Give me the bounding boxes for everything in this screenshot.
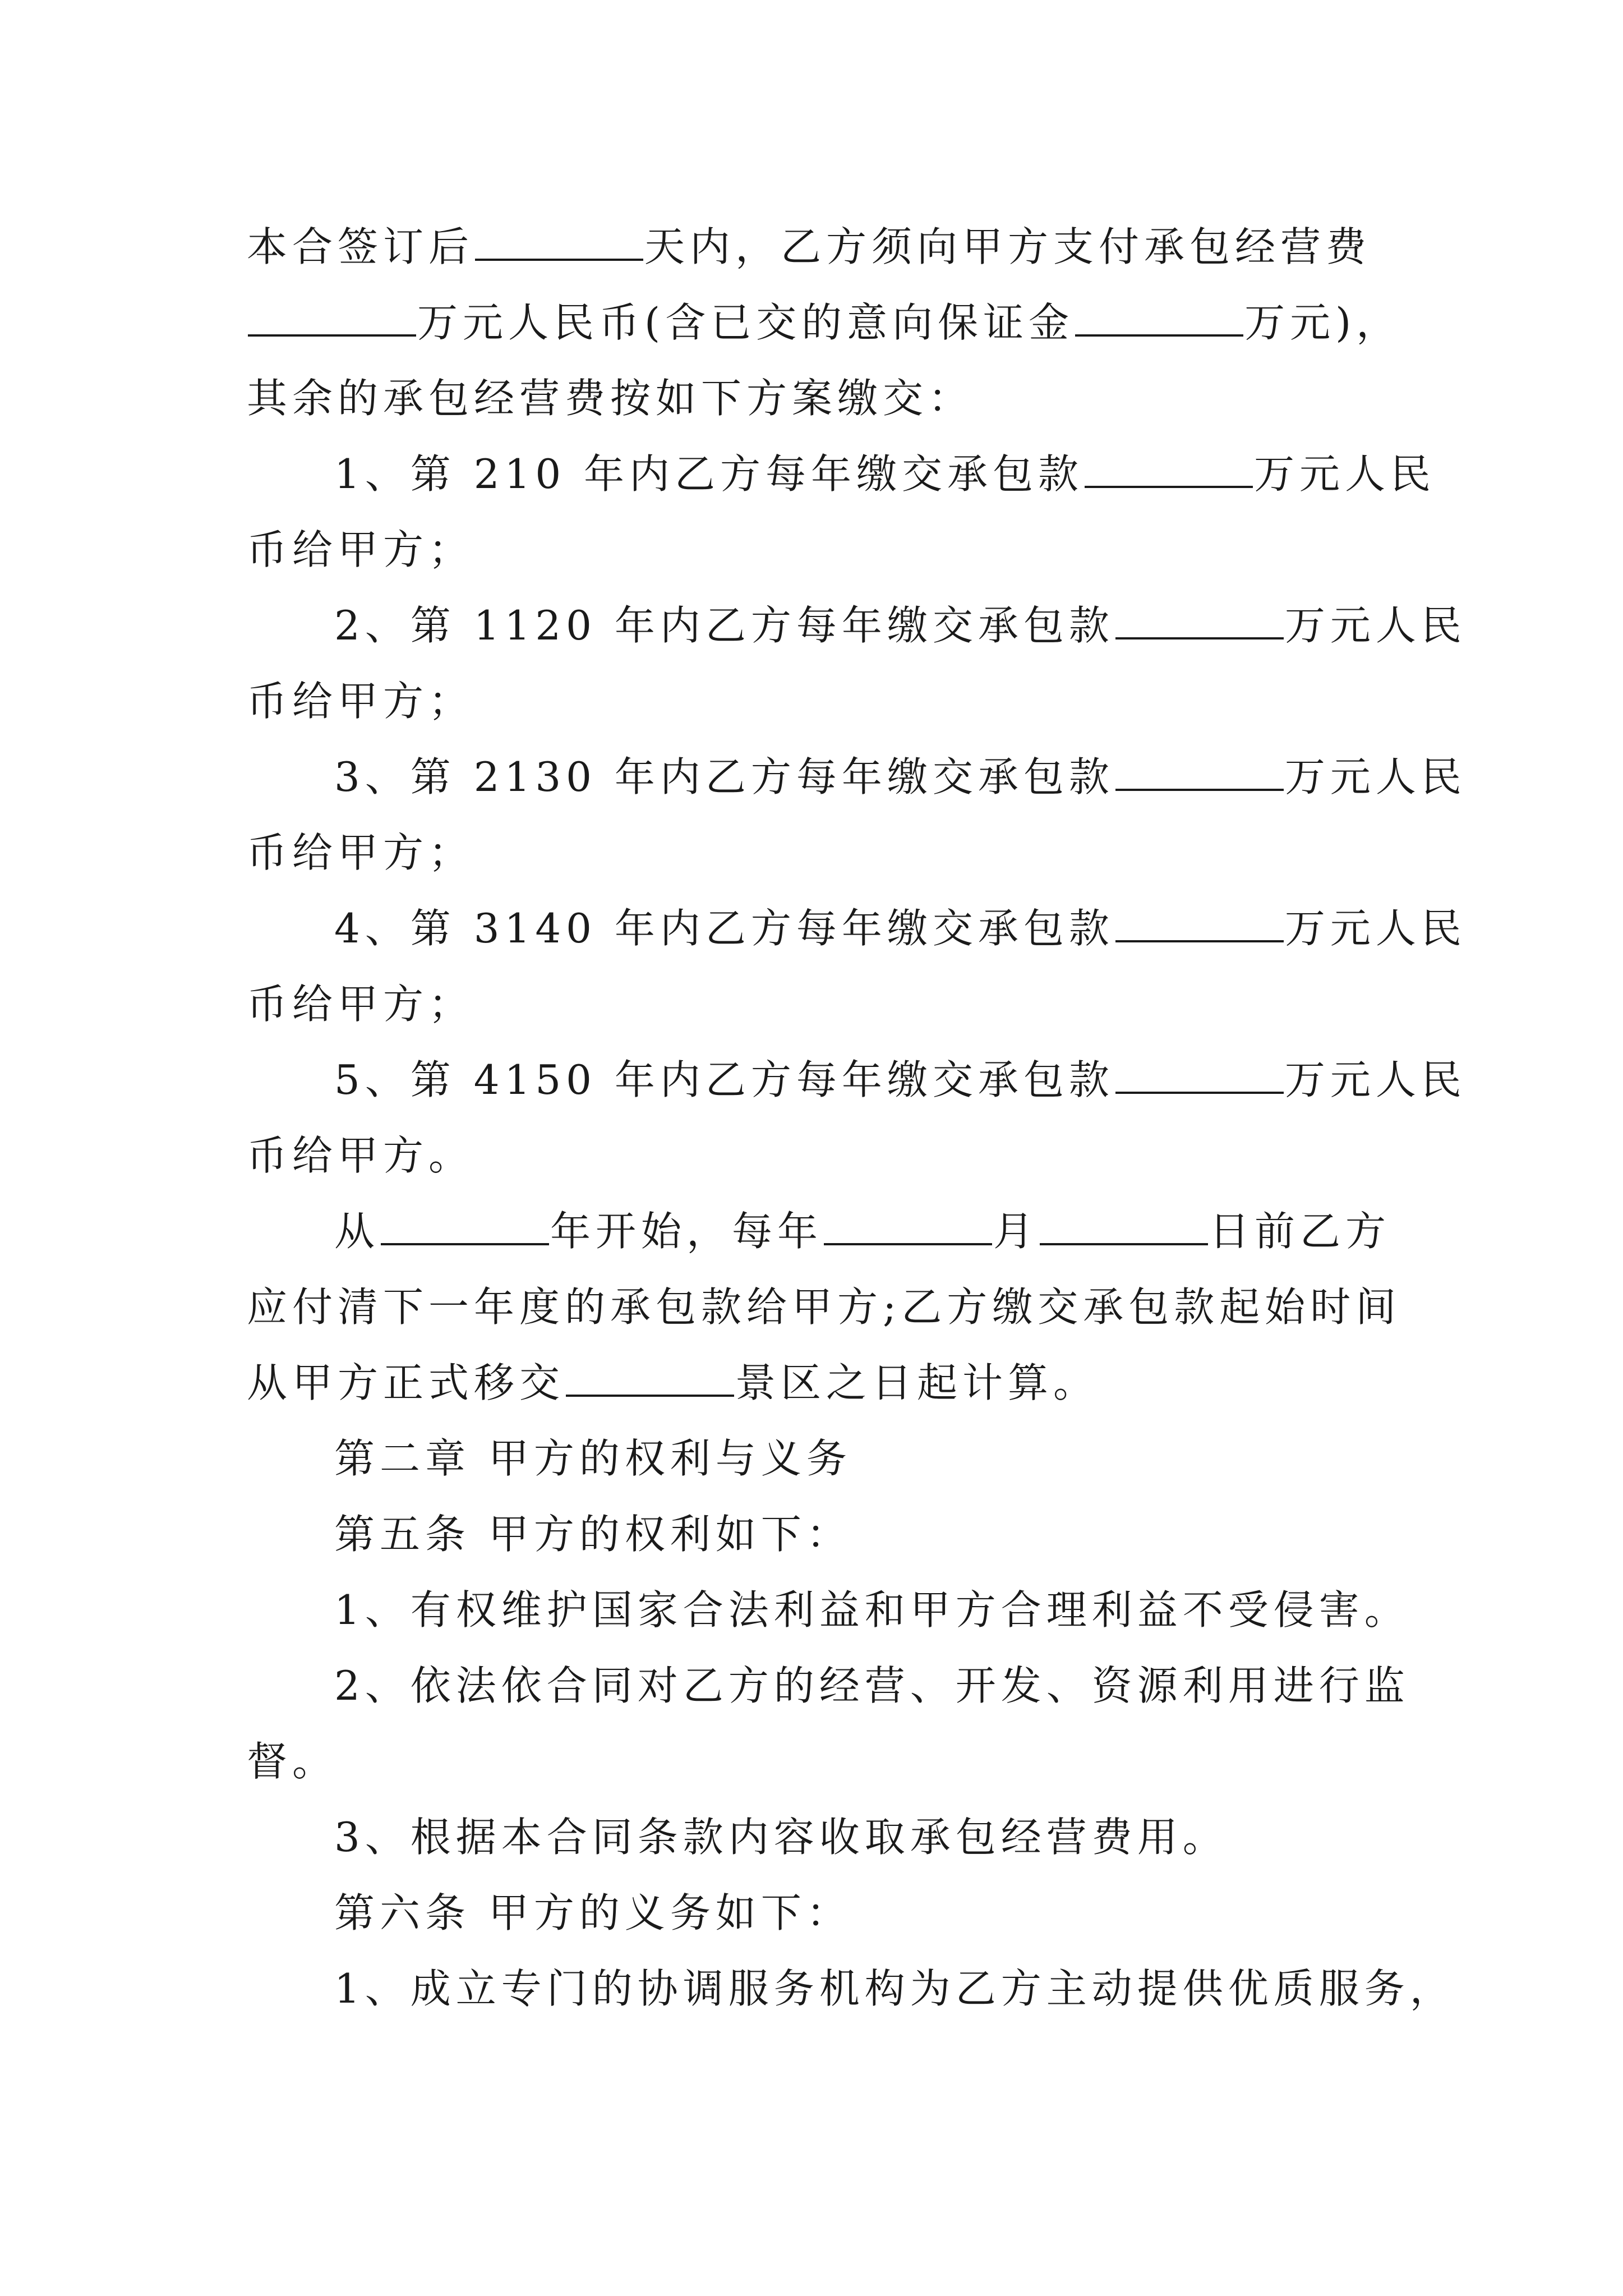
text-segment: 1、第 210 年内乙方每年缴交承包款 — [334, 450, 1084, 498]
text-segment: 第六条 甲方的义务如下： — [334, 1889, 852, 1936]
text-segment: 币给甲方； — [247, 981, 474, 1028]
text-segment: 本合签订后 — [247, 223, 474, 270]
fill-blank — [1115, 1087, 1284, 1094]
text-line — [334, 597, 1467, 654]
text-line — [247, 976, 474, 1032]
text-line — [334, 1582, 1410, 1638]
text-line — [247, 1279, 1401, 1335]
fill-blank — [1115, 633, 1284, 639]
text-segment: 应付清下一年度的承包款给甲方;乙方缴交承包款起始时间 — [247, 1283, 1401, 1331]
text-segment: 万元人民 — [1284, 905, 1467, 952]
text-segment: 3、第 2130 年内乙方每年缴交承包款 — [334, 753, 1114, 800]
text-line — [334, 1658, 1410, 1714]
text-line — [247, 295, 1401, 351]
text-segment: 万元人民币(含已交的意向保证金 — [417, 299, 1075, 346]
fill-blank — [824, 1239, 992, 1245]
text-segment: 万元人民 — [1284, 753, 1467, 800]
text-segment: 景区之日起计算。 — [735, 1359, 1099, 1406]
text-segment: 万元人民 — [1284, 1056, 1467, 1103]
article-heading — [334, 1506, 852, 1562]
fill-blank — [1085, 481, 1253, 488]
text-segment: 币给甲方； — [247, 526, 474, 573]
text-line — [247, 219, 1371, 275]
text-segment: 从 — [334, 1208, 380, 1255]
text-line — [334, 749, 1467, 805]
fill-blank — [1075, 330, 1243, 337]
text-segment: 天内，乙方须向甲方支付承包经营费 — [644, 223, 1372, 270]
text-segment: 2、第 1120 年内乙方每年缴交承包款 — [334, 602, 1114, 649]
text-segment: 1、成立专门的协调服务机构为乙方主动提供优质服务， — [334, 1965, 1455, 2012]
text-segment: 1、有权维护国家合法利益和甲方合理利益不受侵害。 — [334, 1586, 1410, 1634]
text-segment: 月 — [993, 1208, 1039, 1255]
text-segment: 万元人民 — [1254, 450, 1436, 498]
text-segment: 万元)， — [1244, 299, 1402, 346]
fill-blank — [566, 1390, 734, 1397]
text-line — [247, 825, 474, 881]
text-line — [334, 1203, 1391, 1259]
fill-blank — [1115, 784, 1284, 791]
text-line — [247, 1355, 1099, 1411]
fill-blank — [1115, 936, 1284, 942]
fill-blank — [248, 330, 416, 337]
text-line — [247, 673, 474, 729]
text-line — [247, 370, 974, 426]
text-segment: 其余的承包经营费按如下方案缴交： — [247, 375, 974, 422]
text-segment: 5、第 4150 年内乙方每年缴交承包款 — [334, 1056, 1114, 1103]
text-line — [247, 522, 474, 578]
text-segment: 督。 — [247, 1738, 338, 1785]
article-heading — [334, 1885, 852, 1941]
text-segment: 4、第 3140 年内乙方每年缴交承包款 — [334, 905, 1114, 952]
text-line — [334, 1961, 1455, 2017]
text-segment: 年开始，每年 — [550, 1208, 823, 1255]
text-segment: 万元人民 — [1284, 602, 1467, 649]
fill-blank — [1040, 1239, 1208, 1245]
chapter-heading — [334, 1430, 852, 1487]
text-segment: 3、根据本合同条款内容收取承包经营费用。 — [334, 1814, 1228, 1861]
text-segment: 币给甲方。 — [247, 1132, 474, 1179]
text-segment: 日前乙方 — [1209, 1208, 1391, 1255]
text-line — [334, 900, 1467, 956]
text-segment: 币给甲方； — [247, 678, 474, 725]
text-line — [334, 1052, 1467, 1108]
fill-blank — [475, 254, 643, 261]
text-segment: 第五条 甲方的权利如下： — [334, 1511, 852, 1558]
fill-blank — [381, 1239, 549, 1245]
text-segment: 币给甲方； — [247, 829, 474, 876]
text-line — [334, 446, 1436, 502]
text-line — [334, 1809, 1228, 1865]
text-line — [247, 1733, 338, 1789]
text-segment: 第二章 甲方的权利与义务 — [334, 1435, 852, 1482]
text-line — [247, 1128, 474, 1184]
text-segment: 2、依法依合同对乙方的经营、开发、资源利用进行监 — [334, 1662, 1410, 1709]
text-segment: 从甲方正式移交 — [247, 1359, 565, 1406]
